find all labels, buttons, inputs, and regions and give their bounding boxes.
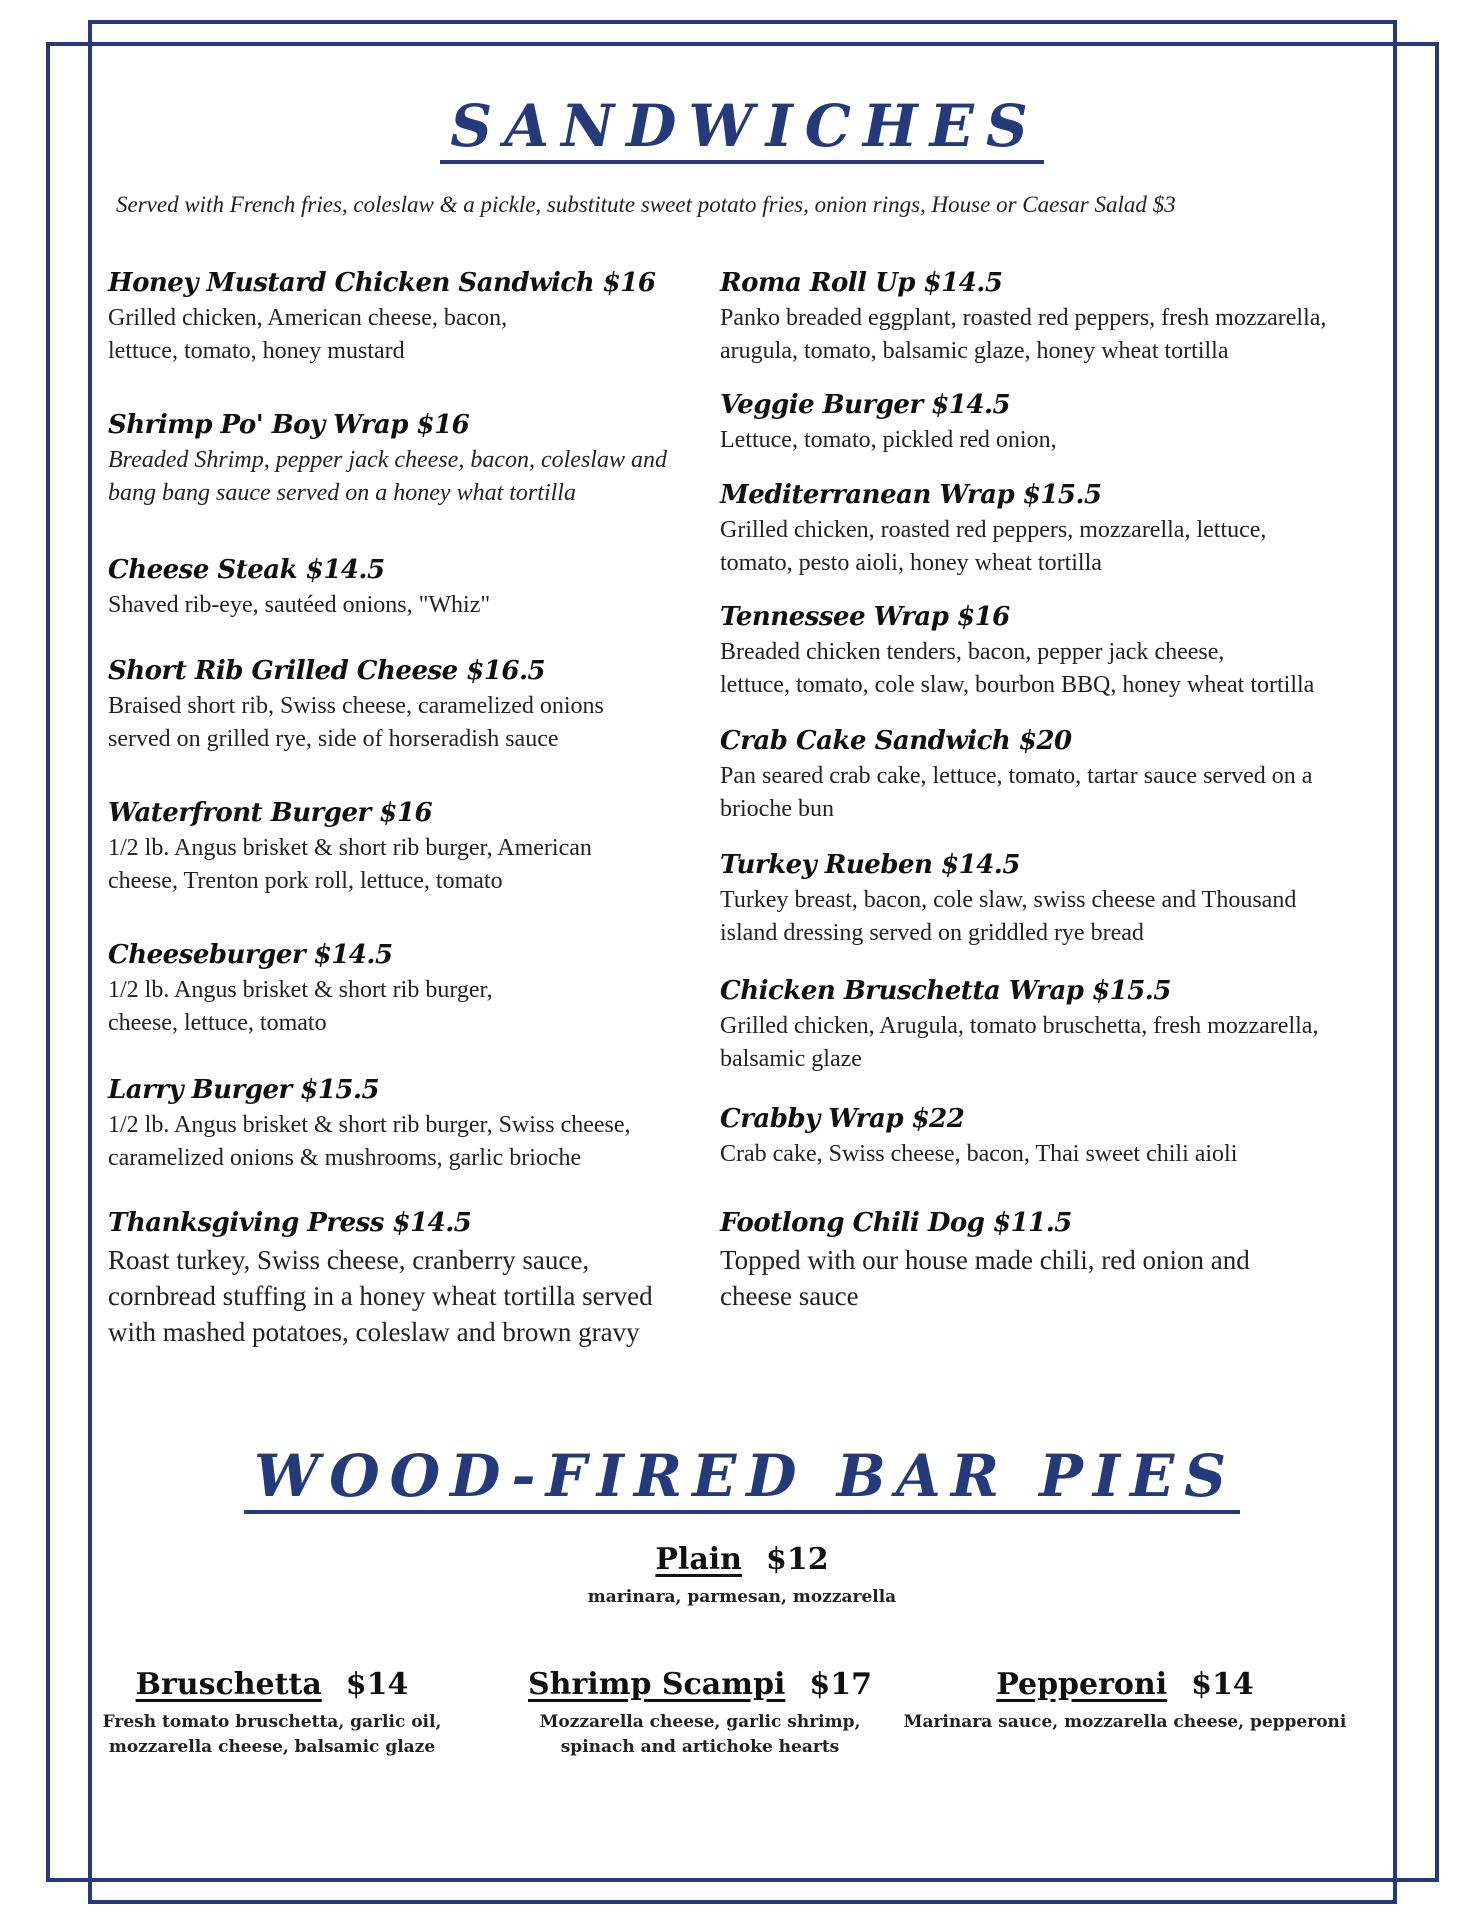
- pie-price: $12: [765, 1542, 829, 1577]
- item-name: Honey Mustard Chicken Sandwich $16: [108, 268, 656, 298]
- pie-desc: Fresh tomato bruschetta, garlic oil, mozzarella cheese, balsamic glaze: [102, 1712, 442, 1757]
- item-desc: Turkey breast, bacon, cole slaw, swiss cheese and Thousand island dressing served on griddled rye bread: [720, 887, 1297, 946]
- item-desc: Roast turkey, Swiss cheese, cranberry sauce, cornbread stuffing in a honey wheat tortilla served with mashed potatoes, coleslaw and brown gravy: [108, 1245, 653, 1347]
- menu-item: [720, 602, 1400, 702]
- item-desc: 1/2 lb. Angus brisket & short rib burger, cheese, lettuce, tomato: [108, 977, 493, 1036]
- item-name: Cheeseburger $14.5: [108, 940, 393, 970]
- item-name: Chicken Bruschetta Wrap $15.5: [720, 976, 1171, 1006]
- item-desc: 1/2 lb. Angus brisket & short rib burger, American cheese, Trenton pork roll, lettuce, tomato: [108, 835, 592, 894]
- menu-item: [720, 726, 1400, 826]
- item-name: Cheese Steak $14.5: [108, 555, 385, 585]
- item-desc: Grilled chicken, roasted red peppers, mozzarella, lettuce, tomato, pesto aioli, honey wheat tortilla: [720, 517, 1267, 576]
- pie-item-shrimp-scampi: [510, 1667, 890, 1760]
- item-desc: Pan seared crab cake, lettuce, tomato, tartar sauce served on a brioche bun: [720, 763, 1313, 822]
- pie-desc: Mozzarella cheese, garlic shrimp, spinach and artichoke hearts: [539, 1712, 861, 1757]
- pie-price: $17: [809, 1667, 872, 1702]
- pie-name: Shrimp Scampi: [528, 1667, 786, 1702]
- item-name: Crabby Wrap $22: [720, 1104, 965, 1134]
- menu-item: [108, 1208, 708, 1350]
- item-desc: Grilled chicken, American cheese, bacon, lettuce, tomato, honey mustard: [108, 305, 508, 364]
- item-name: Turkey Rueben $14.5: [720, 850, 1020, 880]
- item-desc: Shaved rib-eye, sautéed onions, "Whiz": [108, 592, 491, 618]
- item-name: Thanksgiving Press $14.5: [108, 1208, 472, 1238]
- item-desc: Crab cake, Swiss cheese, bacon, Thai sweet chili aioli: [720, 1141, 1238, 1167]
- item-name: Crab Cake Sandwich $20: [720, 726, 1072, 756]
- menu-item: [720, 1104, 1400, 1171]
- item-desc: Topped with our house made chili, red onion and cheese sauce: [720, 1245, 1250, 1311]
- menu-item: [720, 976, 1400, 1076]
- sandwiches-title: SANDWICHES: [0, 92, 1484, 160]
- pie-item-pepperoni: [900, 1667, 1350, 1735]
- pie-price: $14: [1191, 1667, 1254, 1702]
- item-desc: Lettuce, tomato, pickled red onion,: [720, 427, 1057, 453]
- menu-item: [720, 390, 1400, 457]
- item-desc: Breaded Shrimp, pepper jack cheese, bacon, coleslaw and bang bang sauce served on a honey what tortilla: [108, 447, 667, 506]
- menu-item: [108, 268, 708, 368]
- menu-item: [108, 555, 708, 622]
- menu-item: [720, 480, 1400, 580]
- item-name: Shrimp Po' Boy Wrap $16: [108, 410, 470, 440]
- menu-item: [720, 1208, 1400, 1314]
- item-name: Mediterranean Wrap $15.5: [720, 480, 1102, 510]
- menu-item: [108, 410, 708, 510]
- menu-item: [108, 1075, 708, 1175]
- item-desc: Braised short rib, Swiss cheese, caramelized onions served on grilled rye, side of horseradish sauce: [108, 693, 604, 752]
- menu-item: [720, 850, 1400, 950]
- pies-title: WOOD-FIRED BAR PIES: [0, 1442, 1484, 1510]
- pie-name: Pepperoni: [996, 1667, 1168, 1702]
- menu-item: [720, 268, 1400, 368]
- item-name: Waterfront Burger $16: [108, 798, 433, 828]
- menu-item: [108, 798, 708, 898]
- item-name: Short Rib Grilled Cheese $16.5: [108, 656, 546, 686]
- pie-price: $14: [345, 1667, 409, 1702]
- item-desc: Breaded chicken tenders, bacon, pepper jack cheese, lettuce, tomato, cole slaw, bourbon BBQ, honey wheat tortilla: [720, 639, 1315, 698]
- sandwiches-subtitle: Served with French fries, coleslaw & a pickle, substitute sweet potato fries, onion rings, House or Caesar Salad $3: [116, 192, 1176, 217]
- pie-item-bruschetta: [92, 1667, 452, 1760]
- pie-desc: marinara, parmesan, mozzarella: [587, 1587, 897, 1607]
- item-desc: 1/2 lb. Angus brisket & short rib burger, Swiss cheese, caramelized onions & mushrooms, garlic brioche: [108, 1112, 631, 1171]
- item-name: Roma Roll Up $14.5: [720, 268, 1003, 298]
- menu-item: [108, 656, 708, 756]
- item-name: Footlong Chili Dog $11.5: [720, 1208, 1072, 1238]
- menu-item: [108, 940, 708, 1040]
- item-name: Tennessee Wrap $16: [720, 602, 1010, 632]
- item-name: Larry Burger $15.5: [108, 1075, 380, 1105]
- item-name: Veggie Burger $14.5: [720, 390, 1011, 420]
- item-desc: Grilled chicken, Arugula, tomato bruschetta, fresh mozzarella, balsamic glaze: [720, 1013, 1319, 1072]
- pie-name: Plain: [655, 1542, 742, 1577]
- pie-desc: Marinara sauce, mozzarella cheese, pepperoni: [903, 1712, 1347, 1732]
- pie-name: Bruschetta: [135, 1667, 322, 1702]
- pie-item-plain: [442, 1542, 1042, 1610]
- item-desc: Panko breaded eggplant, roasted red peppers, fresh mozzarella, arugula, tomato, balsamic glaze, honey wheat tortilla: [720, 305, 1327, 364]
